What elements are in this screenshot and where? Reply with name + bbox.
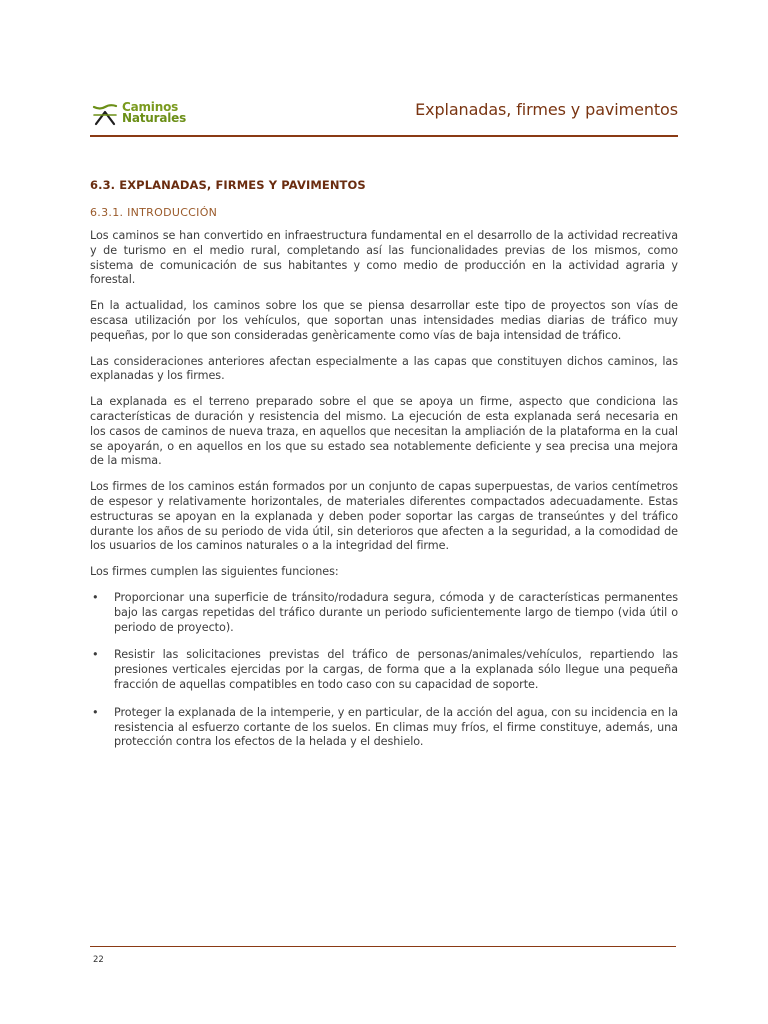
page-header: [90, 98, 678, 138]
paragraph: Los caminos se han convertido en infraestructura fundamental en el desarrollo de la actividad recreativa y de turismo en el medio rural, completando así las funcionalidades previas de los mismos, como sistema de comunicación de sus habitantes y como medio de producción en la actividad agraria y forestal.: [90, 229, 678, 287]
paragraph: Las consideraciones anteriores afectan especialmente a las capas que constituyen dichos caminos, las explanadas y los firmes.: [90, 354, 678, 383]
page-body: [90, 178, 678, 763]
logo-line-1: Caminos: [122, 100, 179, 114]
list-item-text: Resistir las solicitaciones previstas del tráfico de personas/animales/vehículos, repartiendo las presiones verticales ejercidas por la cargas, de forma que a la explanada sólo llegue una pequeña fracción de aquellas compatibles en todo caso con su capacidad de soporte.: [114, 648, 678, 691]
logo-line-2: Naturales: [122, 111, 187, 125]
bullet-icon: •: [92, 648, 99, 662]
list-item-text: Proteger la explanada de la intemperie, y en particular, de la acción del agua, con su incidencia en la resistencia al esfuerzo cortante de los suelos. En climas muy fríos, el firme constituye, además, una protección contra los efectos de la helada y el deshielo.: [114, 705, 678, 749]
footer-divider: [90, 946, 676, 947]
paragraph: La explanada es el terreno preparado sobre el que se apoya un firme, aspecto que condiciona las características de duración y resistencia del mismo. La ejecución de esta explanada será necesaria en los casos de caminos de nueva traza, en aquellos que necesitan la ampliación de la plataforma en la cual se apoyarán, o en aquellos en los que su estado sea notablemente deficiente y sea precisa una mejora de la misma.: [90, 395, 678, 468]
subsection-heading: 6.3.1. INTRODUCCIÓN: [90, 206, 218, 219]
caminos-naturales-logo-icon: [92, 104, 118, 126]
section-heading: 6.3. EXPLANADAS, FIRMES Y PAVIMENTOS: [90, 178, 366, 192]
header-divider: [90, 135, 678, 137]
logo-wordmark: [122, 102, 186, 124]
paragraph: Los firmes de los caminos están formados por un conjunto de capas superpuestas, de varios centímetros de espesor y relativamente horizontales, de materiales diferentes compactados adecuadamente. Estas estructuras se apoyan en la explanada y deben poder soportar las cargas de transeúntes y del tráfico durante los años de su periodo de vida útil, sin deterioros que afecten a la seguridad, a la comodidad de los usuarios de los caminos naturales o a la integridad del firme.: [90, 480, 678, 553]
list-item: [90, 591, 678, 635]
list-item: [90, 706, 678, 750]
functions-list: [90, 591, 678, 750]
list-item: [90, 648, 678, 692]
paragraph: Los firmes cumplen las siguientes funciones:: [90, 565, 339, 579]
list-item-text: Proporcionar una superficie de tránsito/rodadura segura, cómoda y de características permanentes bajo las cargas repetidas del tráfico durante un periodo suficientemente largo de tiempo (vida útil o periodo de proyecto).: [114, 590, 678, 634]
paragraph: En la actualidad, los caminos sobre los que se piensa desarrollar este tipo de proyectos son vías de escasa utilización por los vehículos, que soportan unas intensidades medias diarias de tráfico muy pequeñas, por lo que son consideradas genèricamente como vías de baja intensidad de tráfico.: [90, 299, 678, 342]
caminos-naturales-logo: [92, 102, 212, 128]
chapter-title: Explanadas, firmes y pavimentos: [415, 100, 678, 119]
bullet-icon: •: [92, 705, 99, 719]
bullet-icon: •: [92, 590, 99, 604]
page-number: 22: [93, 955, 104, 965]
